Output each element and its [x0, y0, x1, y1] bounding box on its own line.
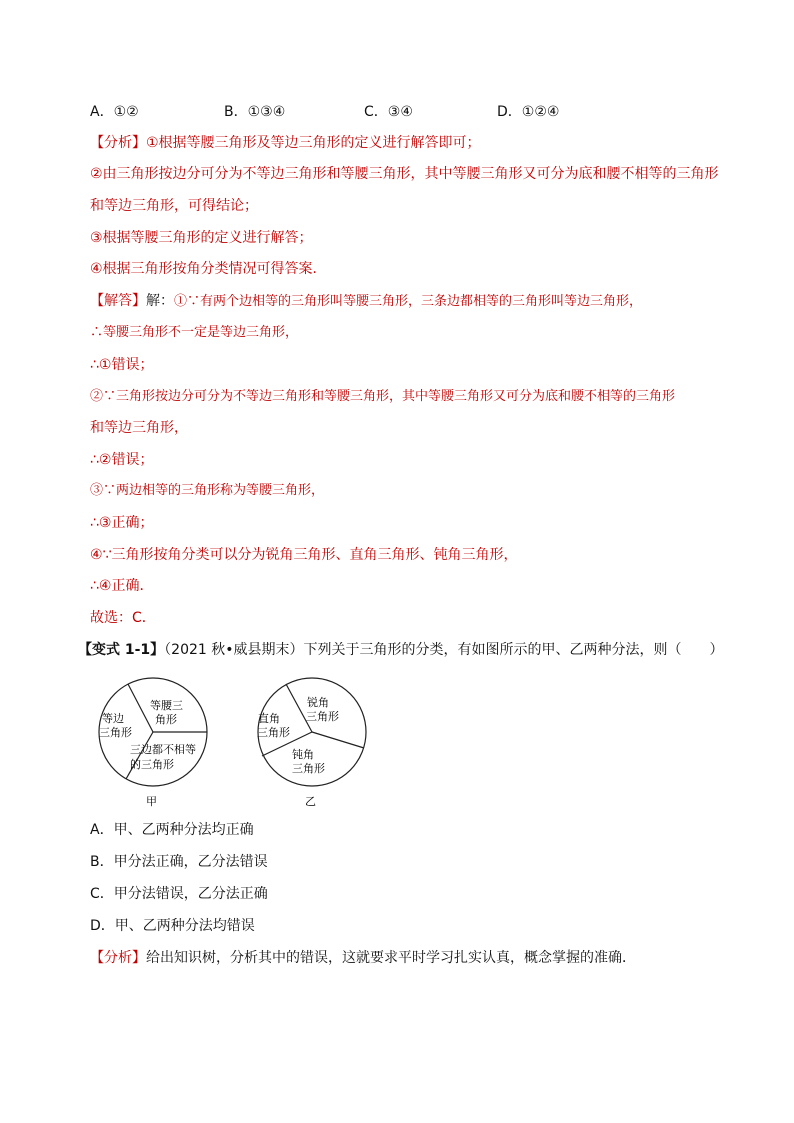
solution-choice: 故选：C． [90, 610, 156, 626]
solution-line-8: ∴③正确； [90, 515, 154, 531]
variant-option-c: C．甲分法错误，乙分法正确 [90, 886, 268, 902]
option-a: A．①② [90, 104, 139, 120]
solution-line-3: ∴①错误； [90, 357, 154, 373]
variant-question: 【变式 1-1】（2021 秋•威县期末）下列关于三角形的分类，有如图所示的甲、乙两种分法，则（ ） [78, 642, 724, 658]
pie1-slice3-line2: 的三角形 [130, 758, 174, 771]
pie2-slice1-line2: 三角形 [306, 710, 339, 723]
analysis-line-4: ③根据等腰三角形的定义进行解答； [90, 230, 313, 246]
variant-option-a: A．甲、乙两种分法均正确 [90, 822, 254, 838]
solution-line-9: ④∵三角形按角分类可以分为锐角三角形、直角三角形、钝角三角形， [90, 547, 518, 563]
analysis-line-3: 和等边三角形，可得结论； [90, 198, 258, 214]
variant-option-d: D．甲、乙两种分法均错误 [90, 918, 255, 934]
solution-line-7: ③∵两边相等的三角形称为等腰三角形， [90, 483, 325, 498]
pie1-slice3-line1: 三边都不相等 [130, 743, 196, 756]
pie2-slice1-line1: 锐角 [307, 696, 329, 709]
pie-yi [257, 678, 366, 808]
analysis-line-1: 【分析】①根据等腰三角形及等边三角形的定义进行解答即可； [90, 135, 481, 151]
pie1-slice1-line1: 等腰三 [150, 699, 183, 712]
solution-line-2: ∴等腰三角形不一定是等边三角形， [90, 325, 299, 340]
pie2-slice2-line1: 直角 [258, 712, 280, 725]
solution-line-4: ②∵三角形按边分可分为不等边三角形和等腰三角形，其中等腰三角形又可分为底和腰不相等的三角形 [90, 389, 676, 404]
pie1-label: 甲 [146, 795, 157, 808]
variant-analysis-tag: 【分析】 [90, 950, 146, 966]
solution-line-10: ∴④正确． [90, 578, 154, 594]
pie2-slice2-line2: 三角形 [257, 726, 290, 739]
variant-analysis: 【分析】给出知识树，分析其中的错误，这就要求平时学习扎实认真，概念掌握的准确． [90, 950, 636, 966]
classification-diagram [90, 672, 390, 812]
pie2-slice3-line1: 钝角 [292, 748, 314, 761]
solution-line-1: 【解答】解：①∵有两个边相等的三角形叫等腰三角形，三条边都相等的三角形叫等边三角形， [90, 293, 643, 309]
pie2-slice3-line2: 三角形 [292, 762, 325, 775]
analysis-line-5: ④根据三角形按角分类情况可得答案． [90, 261, 327, 277]
pie1-slice2-line2: 三角形 [99, 726, 132, 739]
analysis-line-2: ②由三角形按边分可分为不等边三角形和等腰三角形，其中等腰三角形又可分为底和腰不相等的三角形 [90, 166, 719, 182]
solution-line-5: 和等边三角形， [90, 420, 188, 436]
pie1-slice2-line1: 等边 [102, 712, 124, 725]
option-d: D．①②④ [497, 104, 560, 120]
pie1-slice1-line2: 角形 [155, 713, 177, 726]
solution-tag: 【解答】 [90, 293, 146, 309]
pie2-label: 乙 [305, 795, 316, 808]
analysis-tag: 【分析】 [90, 135, 146, 151]
option-b: B．①③④ [224, 104, 286, 120]
pie-jia [99, 678, 207, 808]
option-c: C．③④ [364, 104, 413, 120]
variant-tag: 【变式 1-1】 [78, 642, 165, 658]
variant-option-b: B．甲分法正确，乙分法错误 [90, 854, 268, 870]
solution-line-6: ∴②错误； [90, 452, 154, 468]
